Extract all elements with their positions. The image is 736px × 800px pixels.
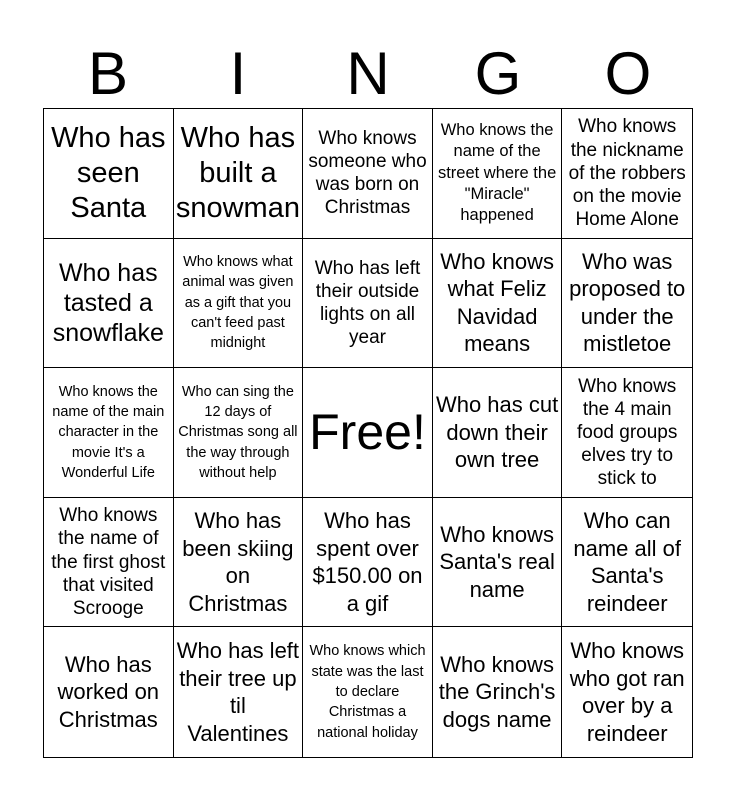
free-space: Free! — [303, 368, 433, 498]
bingo-cell: Who knows what Feliz Navidad means — [433, 239, 563, 369]
bingo-cell: Who has tasted a snowflake — [44, 239, 174, 369]
bingo-cell: Who knows the nickname of the robbers on the movie Home Alone — [562, 109, 692, 239]
header-letter-i: I — [229, 40, 247, 107]
bingo-cell: Who knows Santa's real name — [433, 498, 563, 628]
bingo-cell: Who can sing the 12 days of Christmas song all the way through without help — [174, 368, 304, 498]
bingo-header — [43, 40, 693, 108]
bingo-cell: Who knows the name of the main character in the movie It's a Wonderful Life — [44, 368, 174, 498]
bingo-cell: Who knows the Grinch's dogs name — [433, 627, 563, 757]
bingo-cell: Who has seen Santa — [44, 109, 174, 239]
bingo-cell: Who can name all of Santa's reindeer — [562, 498, 692, 628]
bingo-cell: Who has left their outside lights on all year — [303, 239, 433, 369]
bingo-cell: Who was proposed to under the mistletoe — [562, 239, 692, 369]
bingo-cell: Who knows the name of the street where the "Miracle" happened — [433, 109, 563, 239]
bingo-cell: Who knows which state was the last to declare Christmas a national holiday — [303, 627, 433, 757]
bingo-cell: Who has worked on Christmas — [44, 627, 174, 757]
bingo-cell: Who knows who got ran over by a reindeer — [569, 638, 685, 746]
header-letter-g: G — [474, 40, 522, 107]
bingo-cell: Who knows the 4 main food groups elves try to stick to — [562, 368, 692, 498]
bingo-cell: Who knows the name of the first ghost that visited Scrooge — [44, 498, 174, 628]
bingo-cell: Who knows what animal was given as a gift that you can't feed past midnight — [174, 239, 304, 369]
bingo-cell: Who has cut down their own tree — [433, 368, 563, 498]
header-letter-n: N — [346, 40, 390, 107]
bingo-cell: Who has left their tree up til Valentines — [174, 627, 304, 757]
bingo-cell: Who has built a snowman — [174, 109, 304, 239]
bingo-cell: Who has spent over $150.00 on a gif — [303, 498, 433, 628]
bingo-cell: Who knows someone who was born on Christmas — [303, 109, 433, 239]
header-letter-o: O — [604, 40, 652, 107]
header-letter-b: B — [87, 40, 129, 107]
bingo-cell: Who has been skiing on Christmas — [174, 498, 304, 628]
bingo-grid — [43, 108, 693, 758]
